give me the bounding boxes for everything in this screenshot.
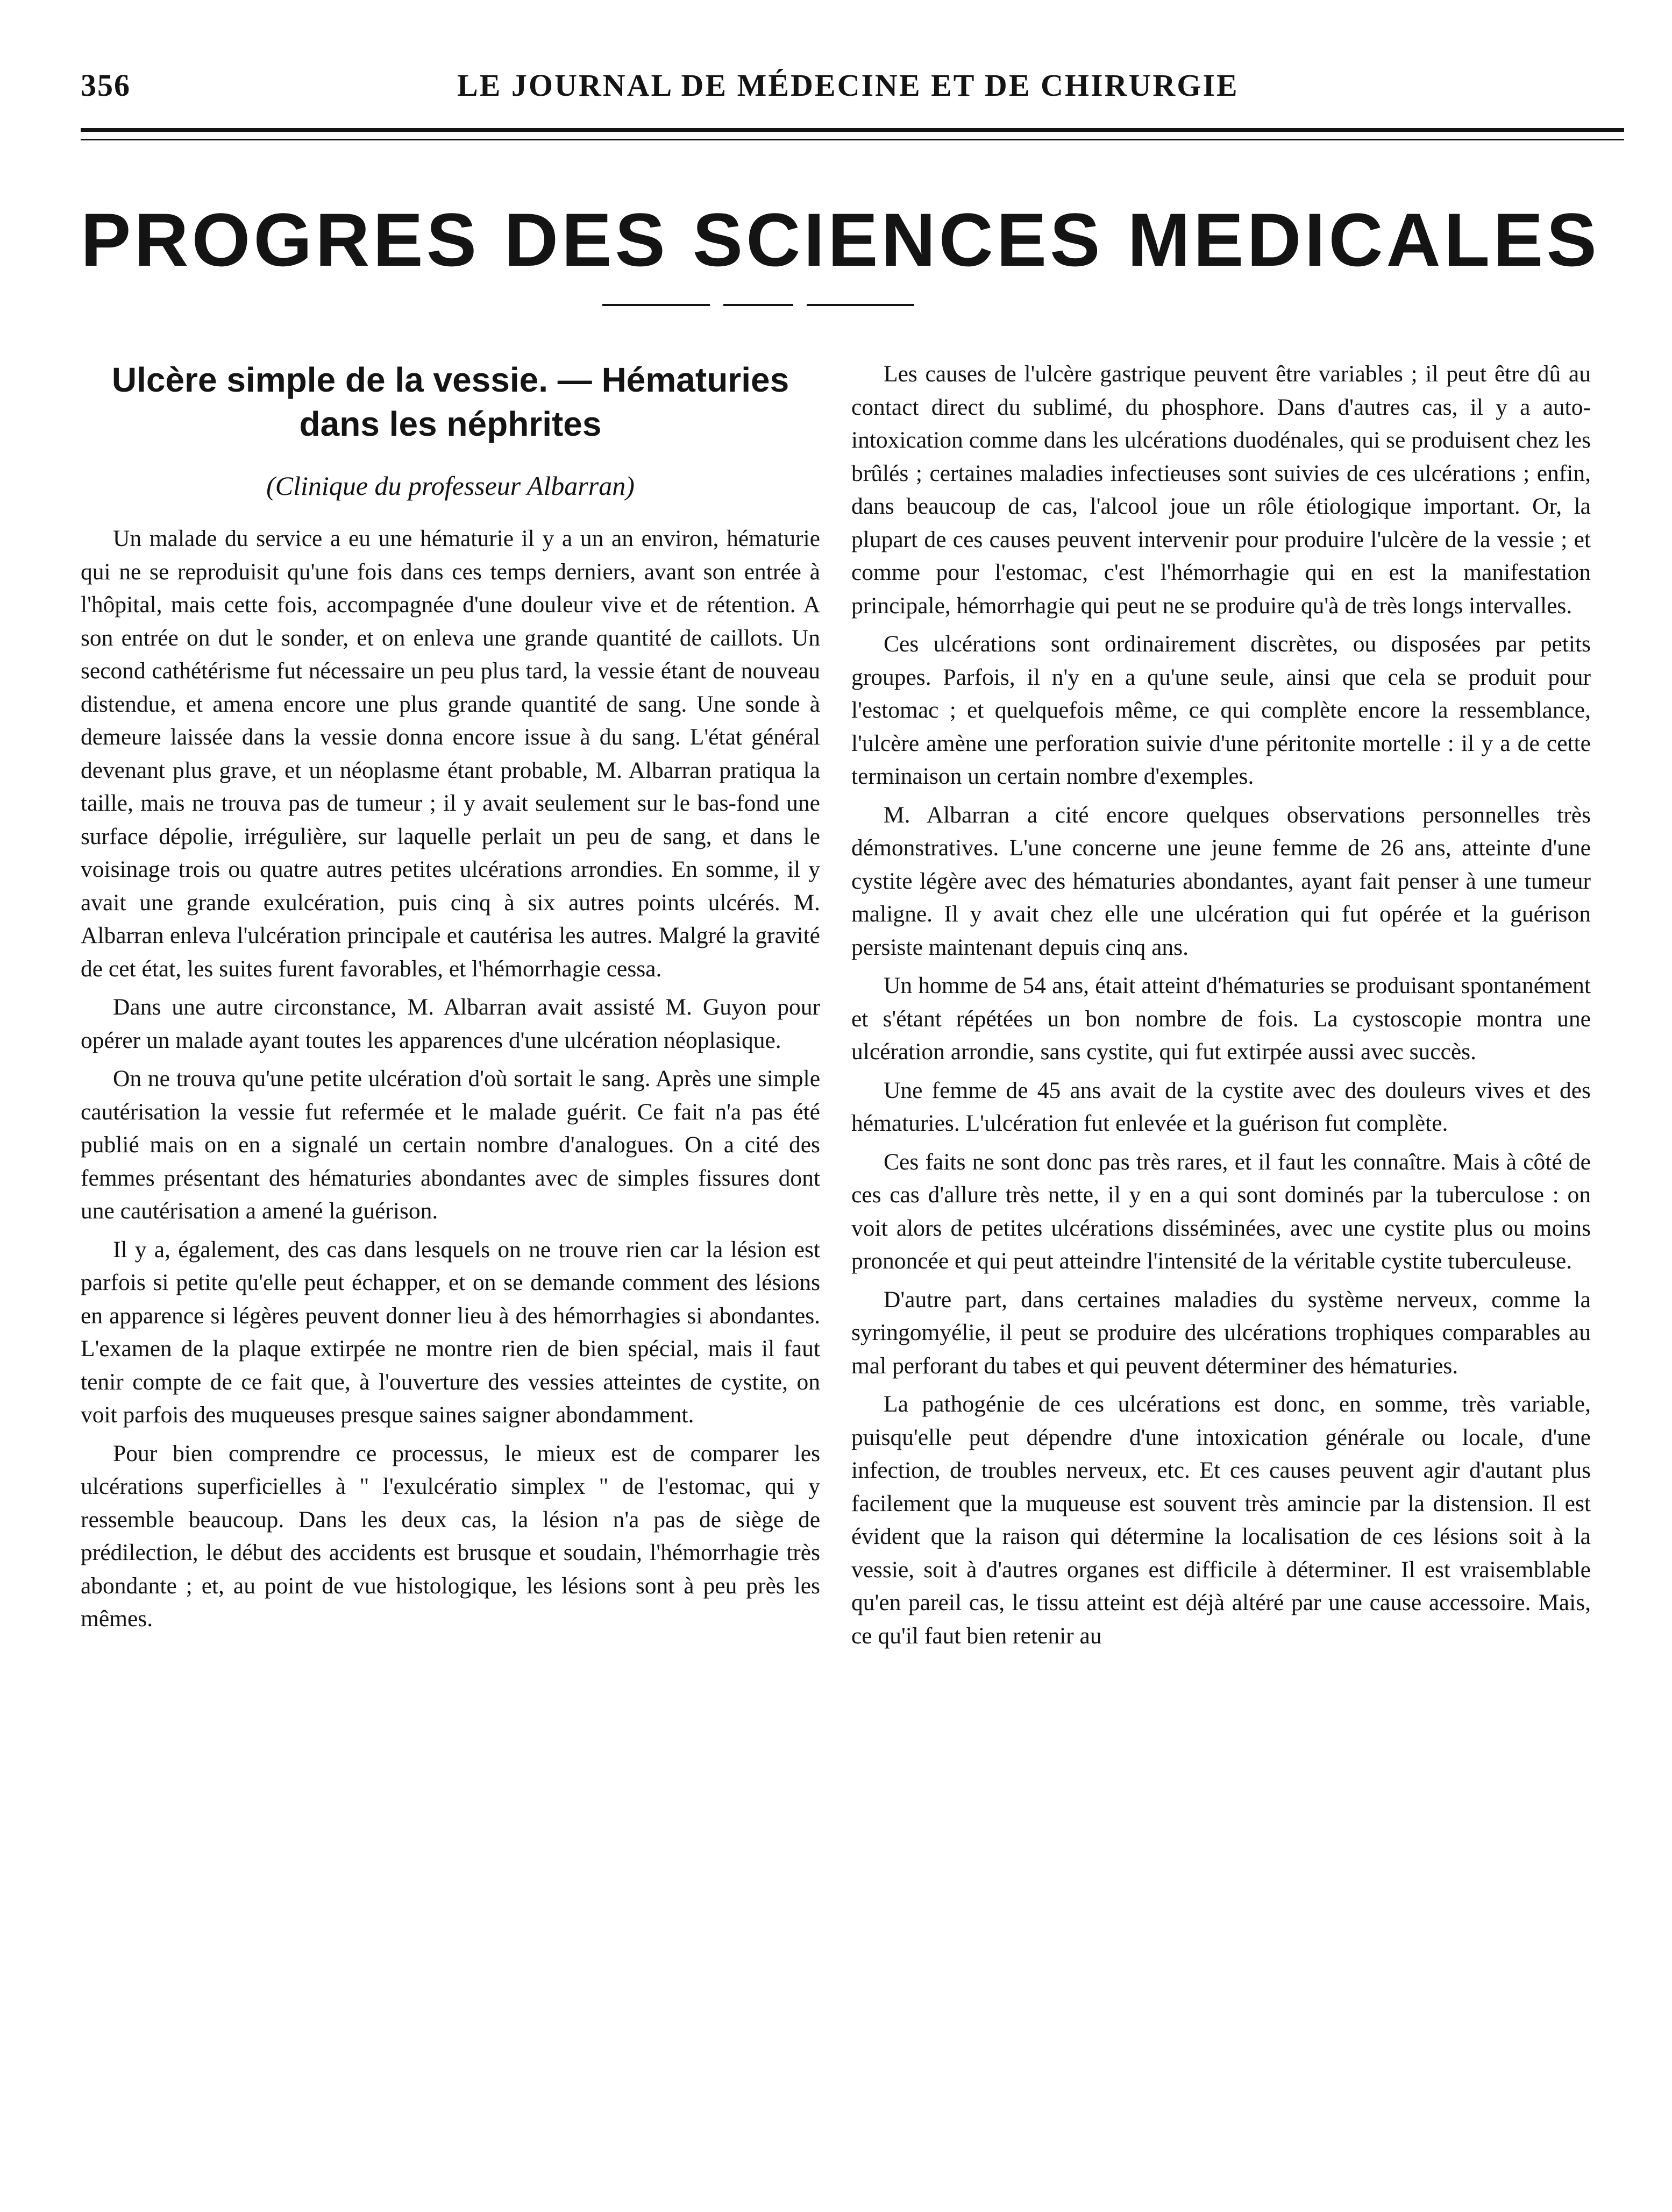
title-underline-right — [807, 304, 914, 306]
paragraph: On ne trouva qu'une petite ulcération d'où sortait le sang. Après une simple cautérisation la vessie fut refermée et le malade guérit. Ce fait n'a pas été publié mais on en a signalé un certain nombre d'analogues. On a cité des femmes présentant des hématuries abondantes avec de simples fissures dont une cautérisation a amené la guérison. — [81, 1066, 820, 1224]
paragraph: Dans une autre circonstance, M. Albarran avait assisté M. Guyon pour opérer un malade ayant toutes les apparences d'une ulcération néoplasique. — [81, 994, 820, 1053]
paragraph: D'autre part, dans certaines maladies du système nerveux, comme la syringomyélie, il peut se produire des ulcérations trophiques comparables au mal perforant du tabes et qui peuvent déterminer des hématuries. — [851, 1286, 1591, 1379]
article-title-line-2: dans les néphrites — [299, 405, 602, 443]
paragraph: Ces ulcérations sont ordinairement discrètes, ou disposées par petits groupes. Parfois, il n'y en a qu'une seule, ainsi que cela se produit pour l'estomac ; et quelquefois même, ce qui complète encore la ressemblance, l'ulcère amène une perforation suivie d'une péritonite mortelle : il y a de cette terminaison un certain nombre d'exemples. — [851, 631, 1591, 789]
right-column — [851, 358, 1591, 1658]
title-underline-left — [602, 304, 710, 306]
page-number: 356 — [81, 68, 131, 103]
paragraph: Une femme de 45 ans avait de la cystite avec des douleurs vives et des hématuries. L'ulcération fut enlevée et la guérison fut complète. — [851, 1077, 1591, 1136]
left-column — [81, 358, 820, 1641]
article-subtitle: (Clinique du professeur Albarran) — [266, 471, 635, 501]
paragraph: Ces faits ne sont donc pas très rares, et il faut les connaître. Mais à côté de ces cas d'allure très nette, il y en a qui sont dominés par la tuberculose : on voit alors de petites ulcérations disséminées, avec une cystite plus ou moins prononcée et qui peut atteindre l'intensité de la véritable cystite tuberculeuse. — [851, 1148, 1591, 1274]
header-rule-thin — [81, 139, 1624, 140]
paragraph: Il y a, également, des cas dans lesquels on ne trouve rien car la lésion est parfois si petite qu'elle peut échapper, et on se demande comment des lésions en apparence si légères peuvent donner lieu à des hémorrhagies si abondantes. L'examen de la plaque extirpée ne montre rien de bien spécial, mais il faut tenir compte de ce fait que, à l'ouverture des vessies atteintes de cystite, on voit parfois des muqueuses presque saines saigner abondamment. — [81, 1236, 820, 1428]
article-title-line-1: Ulcère simple de la vessie. — Hématuries — [111, 360, 789, 399]
paragraph: Un malade du service a eu une hématurie il y a un an environ, hématurie qui ne se reproduisit qu'une fois dans ces temps derniers, avant son entrée à l'hôpital, mais cette fois, accompagnée d'une douleur vive et de rétention. A son entrée on dut le sonder, et on enleva une grande quantité de caillots. Un second cathétérisme fut nécessaire un peu plus tard, la vessie étant de nouveau distendue, et amena encore une plus grande quantité de sang. Une sonde à demeure laissée dans la vessie donna encore issue à du sang. L'état général devenant plus grave, et un néoplasme étant probable, M. Albarran pratiqua la taille, mais ne trouva pas de tumeur ; il y avait seulement sur le bas-fond une surface dépolie, irrégulière, sur laquelle perlait un peu de sang, et dans le voisinage trois ou quatre autres petites ulcérations arrondies. En somme, il y avait une grande exulcération, puis cinq à six autres points ulcérés. M. Albarran enleva l'ulcération principale et cautérisa les autres. Malgré la gravité de cet état, les suites furent favorables, et l'hémorrhagie cessa. — [81, 526, 820, 982]
section-title: PROGRES DES SCIENCES MEDICALES — [81, 197, 1600, 282]
header-rule-thick — [81, 128, 1624, 132]
journal-title: LE JOURNAL DE MÉDECINE ET DE CHIRURGIE — [457, 68, 1239, 103]
article-title — [81, 358, 820, 446]
paragraph: Un homme de 54 ans, était atteint d'hématuries se produisant spontanément et s'étant répétées un bon nombre de fois. La cystoscopie montra une ulcération arrondie, sans cystite, qui fut extirpée aussi avec succès. — [851, 973, 1591, 1065]
paragraph: Les causes de l'ulcère gastrique peuvent être variables ; il peut être dû au contact direct du sublimé, du phosphore. Dans d'autres cas, il y a auto-intoxication comme dans les ulcérations duodénales, qui se produisent chez les brûlés ; certaines maladies infectieuses sont suivies de ces ulcérations ; enfin, dans beaucoup de cas, l'alcool joue un rôle étiologique important. Or, la plupart de ces causes peuvent intervenir pour produire l'ulcère de la vessie ; et comme pour l'estomac, c'est l'hémorrhagie qui en est la manifestation principale, hémorrhagie qui peut ne se produire qu'à de très longs intervalles. — [851, 361, 1591, 619]
running-head — [81, 67, 1592, 110]
paragraph: Pour bien comprendre ce processus, le mieux est de comparer les ulcérations superficielles à " l'exulcératio simplex " de l'estomac, qui y ressemble beaucoup. Dans les deux cas, la lésion n'a pas de siège de prédilection, le début des accidents est brusque et soudain, l'hémorrhagie très abondante ; et, au point de vue histologique, les lésions sont à peu près les mêmes. — [81, 1440, 820, 1632]
paragraph: M. Albarran a cité encore quelques observations personnelles très démonstratives. L'une concerne une jeune femme de 26 ans, atteinte d'une cystite légère avec des hématuries abondantes, ayant fait penser à une tumeur maligne. Il y avait chez elle une ulcération qui fut opérée et la guérison persiste maintenant depuis cinq ans. — [851, 802, 1591, 960]
paragraph: La pathogénie de ces ulcérations est donc, en somme, très variable, puisqu'elle peut dépendre d'une intoxication générale ou locale, d'une infection, de troubles nerveux, etc. Et ces causes peuvent agir d'autant plus facilement que la muqueuse est souvent très amincie par la distension. Il est évident que la raison qui détermine la localisation de ces lésions soit à la vessie, soit à d'autres organes est difficile à déterminer. Il est vraisemblable qu'en pareil cas, le tissu atteint est déjà altéré par une cause accessoire. Mais, ce qu'il faut bien retenir au — [851, 1391, 1591, 1649]
title-underline-middle — [723, 304, 793, 306]
